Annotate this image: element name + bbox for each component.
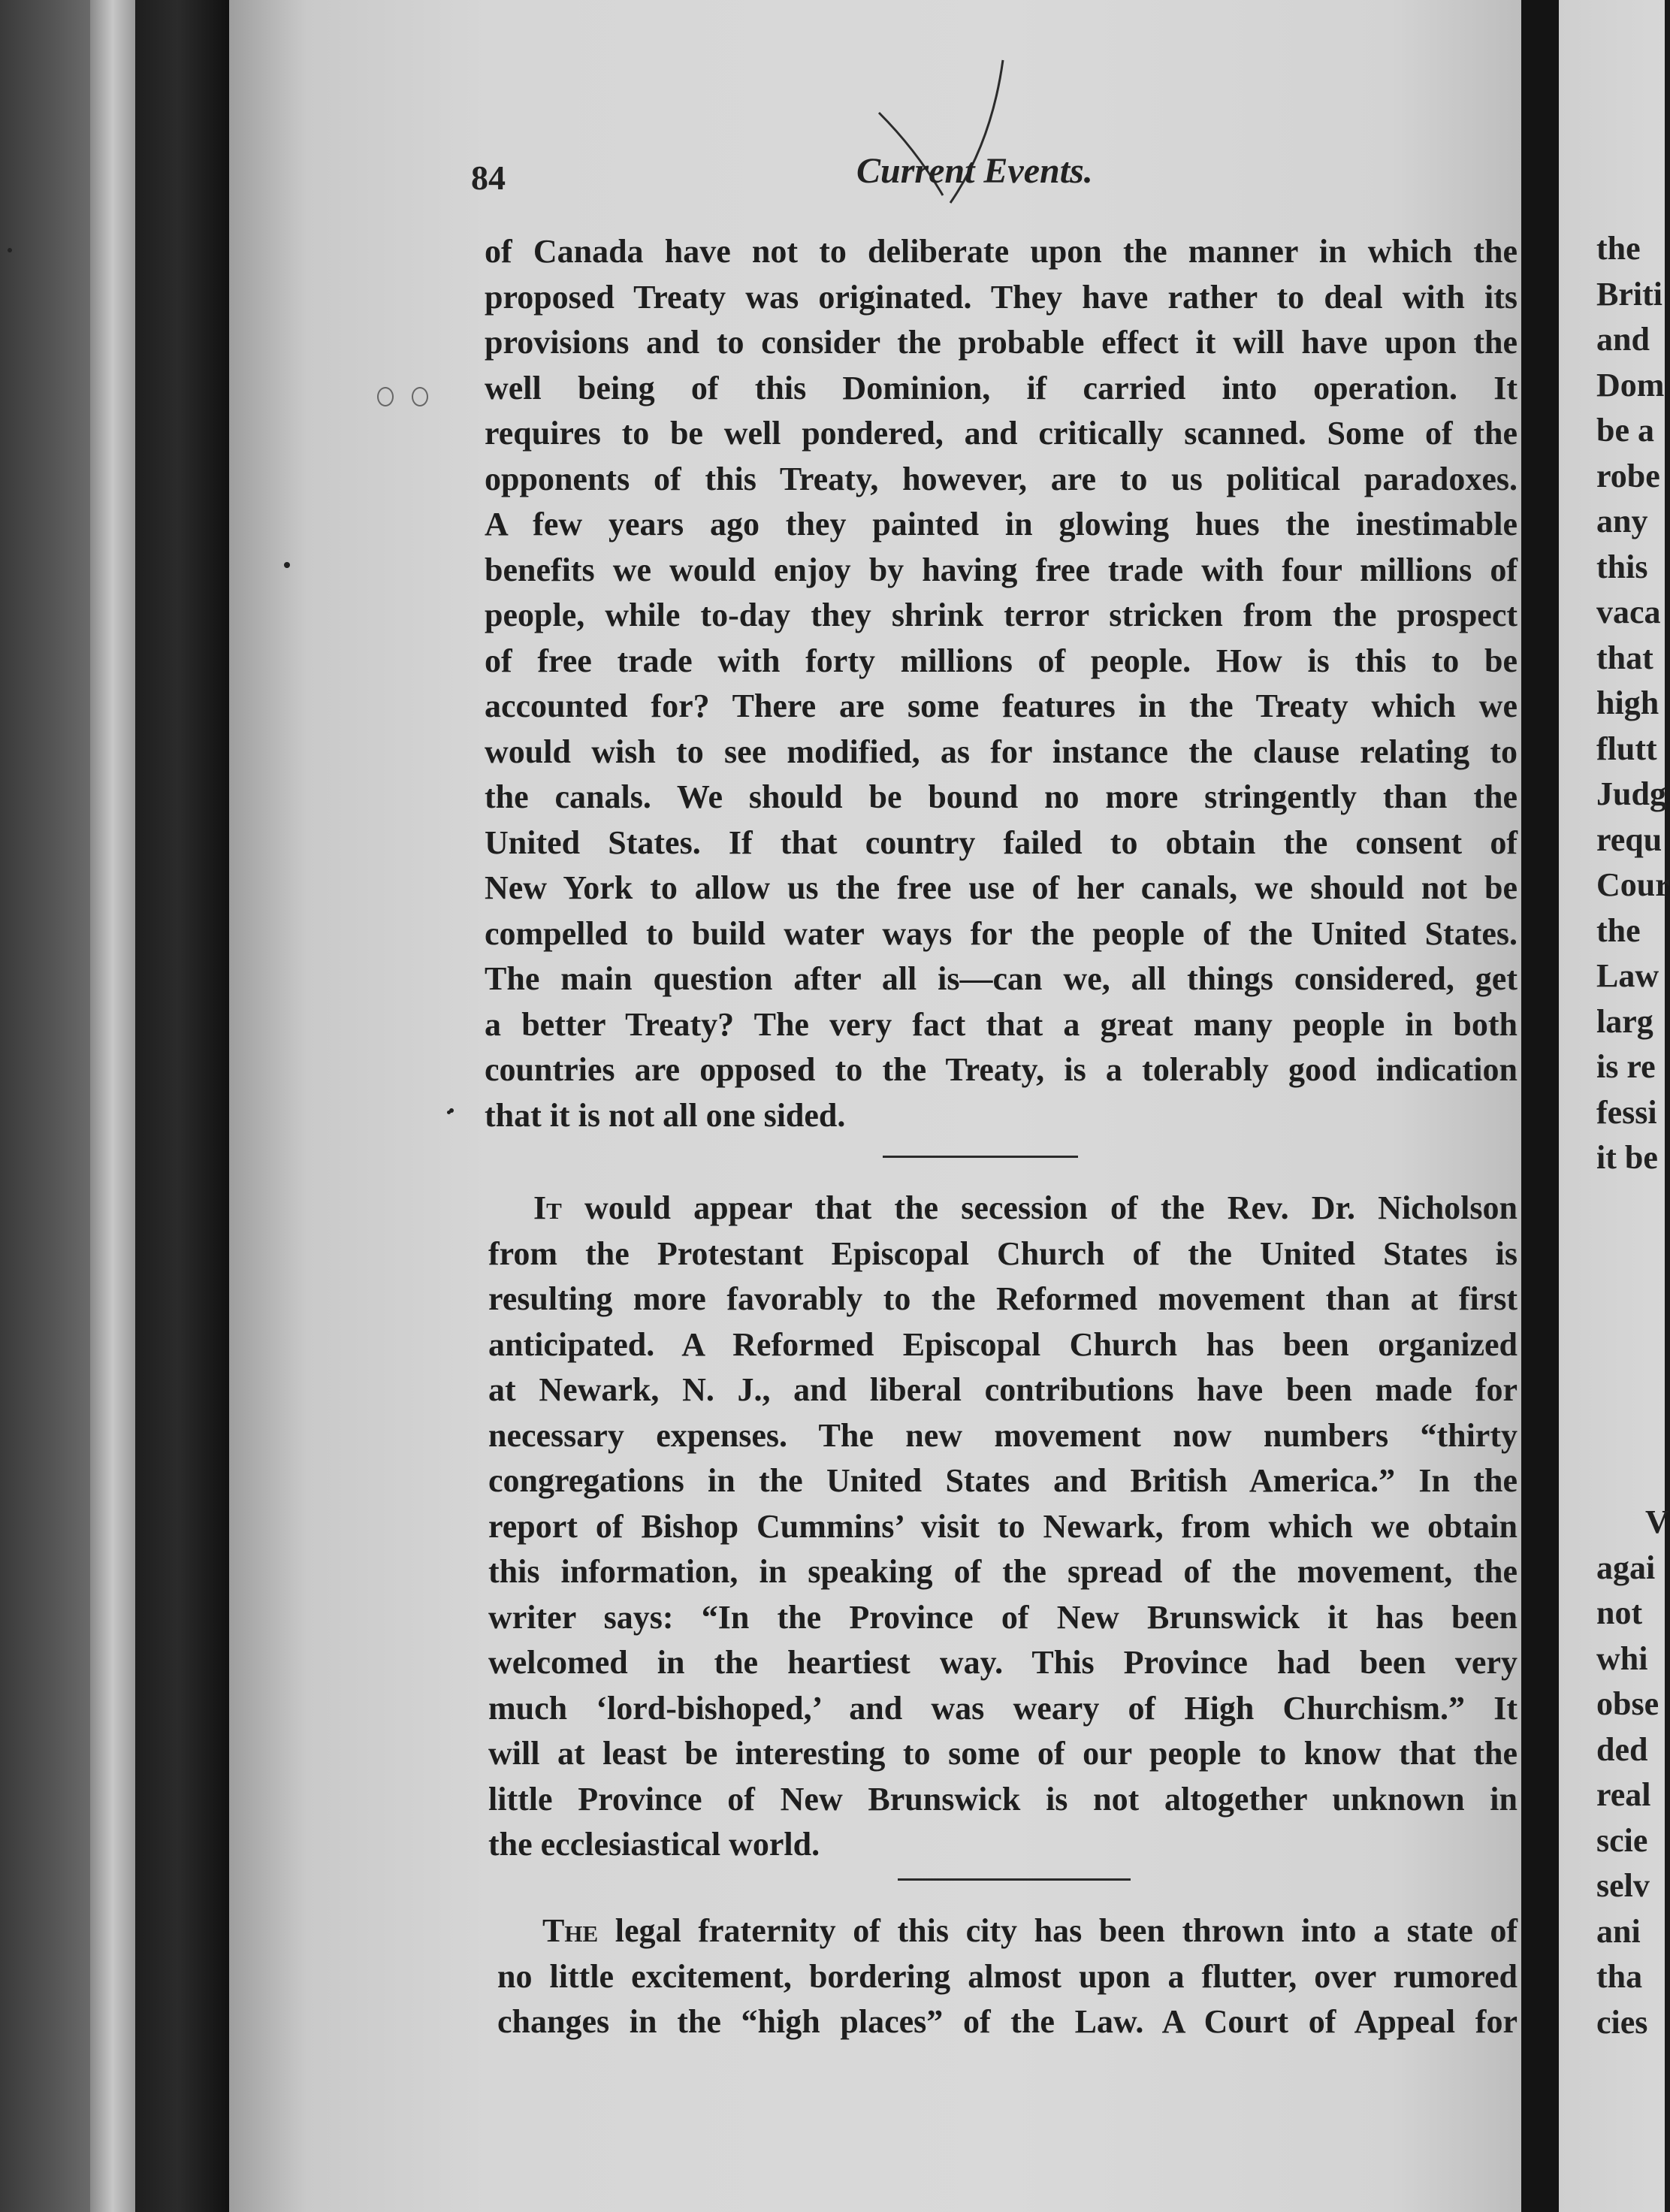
text-line: necessary expenses. The new movement now numbers “thirty bbox=[488, 1416, 1517, 1454]
running-title: Current Events. bbox=[856, 151, 1093, 191]
text-line: The main question after all is—can we, all things considered, get bbox=[485, 960, 1517, 997]
adjacent-page-fragment: not bbox=[1596, 1594, 1643, 1631]
speck bbox=[447, 1111, 451, 1114]
speck bbox=[8, 248, 12, 252]
adjacent-page-fragment: Cour bbox=[1596, 866, 1670, 903]
adjacent-page-fragment: fessi bbox=[1596, 1093, 1657, 1131]
text-line: a better Treaty? The very fact that a great many people in both bbox=[485, 1005, 1517, 1043]
adjacent-page-fragment: the bbox=[1596, 911, 1641, 949]
adjacent-page-fragment: be a bbox=[1596, 412, 1654, 449]
text-line: this information, in speaking of the spread of the movement, the bbox=[488, 1553, 1517, 1590]
lead-word: It bbox=[533, 1189, 562, 1226]
lead-word: The bbox=[542, 1912, 599, 1949]
text-line: A few years ago they painted in glowing hues the inestimable bbox=[485, 506, 1517, 542]
adjacent-page bbox=[1559, 0, 1670, 2212]
first-line-rest: legal fraternity of this city has been thrown into a state of bbox=[598, 1912, 1517, 1949]
text-line: at Newark, N. J., and liberal contributions have been made for bbox=[488, 1371, 1517, 1408]
paragraph-legal-fraternity bbox=[497, 1908, 1517, 2045]
adjacent-page-fragment: agai bbox=[1596, 1549, 1656, 1586]
page-number: 84 bbox=[471, 159, 506, 197]
first-line-rest: would appear that the secession of the Rev. Dr. Nicholson bbox=[561, 1189, 1517, 1226]
text-line: the ecclesiastical world. bbox=[488, 1826, 820, 1863]
section-rule bbox=[883, 1156, 1078, 1158]
adjacent-page-fragment: real bbox=[1596, 1776, 1651, 1813]
text-line: compelled to build water ways for the people of the United States. bbox=[485, 914, 1517, 952]
text-line: welcomed in the heartiest way. This Province had been very bbox=[488, 1644, 1517, 1681]
margin-mark bbox=[412, 387, 428, 406]
text-line: would wish to see modified, as for instance the clause relating to bbox=[485, 733, 1517, 770]
adjacent-page-fragment: that bbox=[1596, 639, 1653, 676]
text-line: well being of this Dominion, if carried into operation. It bbox=[485, 369, 1517, 406]
page-edge bbox=[90, 0, 135, 2212]
paragraph-treaty bbox=[485, 229, 1517, 1138]
right-gutter bbox=[1521, 0, 1559, 2212]
adjacent-page-fragment: obse bbox=[1596, 1685, 1659, 1722]
text-line: the canals. We should be bound no more stringently than the bbox=[485, 778, 1517, 815]
text-line: anticipated. A Reformed Episcopal Church has been organized bbox=[488, 1325, 1517, 1363]
pen-mark-icon bbox=[871, 53, 1022, 225]
adjacent-page-fragment: whi bbox=[1596, 1639, 1648, 1677]
adjacent-page-fragment: and bbox=[1596, 321, 1650, 358]
adjacent-page-fragment: this bbox=[1596, 548, 1648, 585]
text-line: proposed Treaty was originated. They have rather to deal with its bbox=[485, 278, 1517, 316]
adjacent-page-fragment: selv bbox=[1596, 1867, 1650, 1904]
adjacent-page-fragment: cies bbox=[1596, 2003, 1648, 2041]
text-line: United States. If that country failed to obtain the consent of bbox=[485, 823, 1517, 861]
text-line: congregations in the United States and British America.” In the bbox=[488, 1462, 1517, 1499]
text-line bbox=[488, 1186, 1517, 1231]
text-line: much ‘lord-bishoped,’ and was weary of High Churchism.” It bbox=[488, 1689, 1517, 1727]
adjacent-page-fragment: high bbox=[1596, 684, 1659, 721]
adjacent-page-fragment: Law bbox=[1596, 957, 1659, 994]
adjacent-page-fragment: any bbox=[1596, 503, 1648, 539]
text-line: opponents of this Treaty, however, are to us political paradoxes. bbox=[485, 460, 1517, 497]
adjacent-page-fragment: flutt bbox=[1596, 730, 1657, 767]
text-line: from the Protestant Episcopal Church of the United States is bbox=[488, 1234, 1517, 1272]
adjacent-page-fragment: it be bbox=[1596, 1139, 1658, 1176]
book-binding bbox=[135, 0, 229, 2212]
text-line: resulting more favorably to the Reformed movement than at first bbox=[488, 1280, 1517, 1317]
text-line: requires to be well pondered, and critically scanned. Some of the bbox=[485, 415, 1517, 452]
adjacent-page-fragment: robe bbox=[1596, 457, 1660, 494]
adjacent-page-fragment: ded bbox=[1596, 1730, 1648, 1768]
text-line: little Province of New Brunswick is not altogether unknown in bbox=[488, 1780, 1517, 1818]
adjacent-page-fragment: Briti bbox=[1596, 275, 1662, 313]
text-line: no little excitement, bordering almost upon a flutter, over rumored bbox=[497, 1957, 1517, 1995]
text-line: provisions and to consider the probable effect it will have upon the bbox=[485, 324, 1517, 361]
adjacent-page-fragment: scie bbox=[1596, 1821, 1648, 1859]
text-line: New York to allow us the free use of her canals, we should not be bbox=[485, 869, 1517, 906]
margin-mark bbox=[377, 387, 394, 406]
text-line: of Canada have not to deliberate upon the manner in which the bbox=[485, 233, 1517, 270]
text-line: countries are opposed to the Treaty, is a tolerably good indication bbox=[485, 1051, 1517, 1088]
text-line: report of Bishop Cummins’ visit to Newark, from which we obtain bbox=[488, 1507, 1517, 1545]
adjacent-page-fragment: Judg bbox=[1596, 775, 1666, 812]
adjacent-page-fragment: larg bbox=[1596, 1002, 1653, 1040]
text-line: writer says: “In the Province of New Brunswick it has been bbox=[488, 1598, 1517, 1636]
adjacent-page-fragment: ani bbox=[1596, 1912, 1641, 1950]
paragraph-reformed-church bbox=[488, 1186, 1517, 1868]
speck bbox=[284, 562, 290, 568]
text-line bbox=[497, 1908, 1517, 1954]
outer-left-margin bbox=[0, 0, 90, 2212]
adjacent-page-fragment: tha bbox=[1596, 1958, 1643, 1995]
adjacent-page-fragment: the bbox=[1596, 230, 1641, 267]
adjacent-page-fragment: Dom bbox=[1596, 366, 1665, 403]
text-line: accounted for? There are some features in the Treaty which we bbox=[485, 687, 1517, 724]
adjacent-page-fragment: requ bbox=[1596, 820, 1662, 858]
text-line: benefits we would enjoy by having free trade with four millions of bbox=[485, 551, 1517, 588]
adjacent-page-fragment: is re bbox=[1596, 1048, 1656, 1085]
text-line: changes in the “high places” of the Law. A Court of Appeal for bbox=[497, 2003, 1517, 2040]
adjacent-page-fragment: V bbox=[1645, 1503, 1669, 1540]
text-line: people, while to-day they shrink terror stricken from the prospect bbox=[485, 597, 1517, 633]
section-rule bbox=[898, 1878, 1131, 1881]
text-line: will at least be interesting to some of our people to know that the bbox=[488, 1735, 1517, 1772]
adjacent-page-fragment: vaca bbox=[1596, 594, 1661, 630]
text-line: of free trade with forty millions of people. How is this to be bbox=[485, 642, 1517, 679]
text-line: that it is not all one sided. bbox=[485, 1096, 846, 1134]
